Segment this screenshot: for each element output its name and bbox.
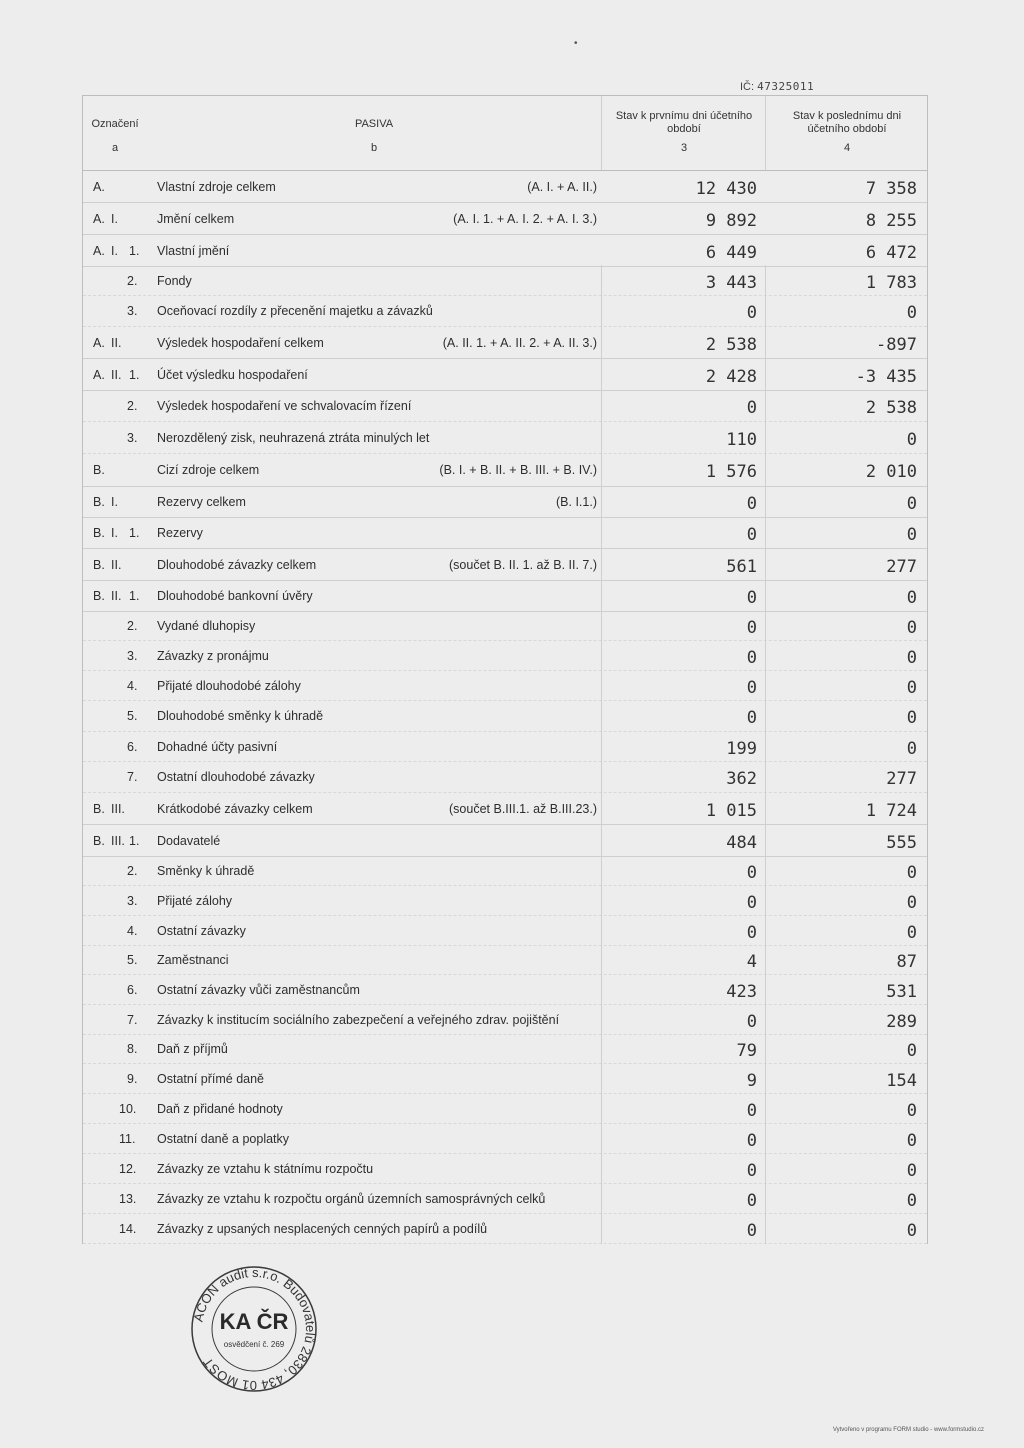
row-value-last: 531	[886, 981, 917, 1002]
row-value-last: 0	[906, 494, 917, 514]
row-value-prev: 12 430	[695, 178, 757, 199]
row-mark-level3: 5.	[127, 953, 138, 967]
stamp-ring-text: ACON audit s.r.o. Budovatelů 2830, 434 01 MOST	[190, 1265, 318, 1393]
row-value-last: 0	[906, 1160, 917, 1181]
header-prev	[601, 96, 766, 170]
row-formula: (B. I.1.)	[556, 495, 597, 509]
row-mark-level2: II.	[111, 557, 122, 572]
table-row	[83, 886, 927, 916]
row-mark-level3: 7.	[127, 770, 138, 784]
row-mark-level3: 4.	[127, 678, 138, 693]
row-mark-level1: B.	[93, 557, 105, 572]
table-row	[83, 671, 927, 701]
row-name: Vydané dluhopisy	[157, 619, 256, 633]
row-formula: (A. I. + A. II.)	[527, 179, 597, 194]
row-mark-level3: 8.	[127, 1042, 138, 1056]
table-row	[83, 327, 927, 359]
header-last	[765, 96, 928, 170]
row-name: Cizí zdroje celkem	[157, 463, 260, 477]
table-row	[83, 391, 927, 422]
row-name: Závazky ze vztahu k státnímu rozpočtu	[157, 1161, 374, 1176]
row-value-last: 2 010	[865, 462, 917, 482]
row-mark-level3: 3.	[127, 304, 138, 318]
table-row	[83, 641, 927, 671]
row-value-last: 87	[896, 952, 917, 972]
row-formula: (A. I. 1. + A. I. 2. + A. I. 3.)	[453, 211, 597, 226]
row-mark-level3: 2.	[127, 274, 138, 288]
row-value-last: 0	[906, 1190, 917, 1211]
row-name: Dodavatelé	[157, 833, 221, 848]
row-value-prev: 0	[746, 677, 757, 698]
row-name: Rezervy	[157, 526, 203, 540]
row-value-prev: 561	[726, 556, 757, 577]
row-mark-level2: II.	[111, 335, 122, 350]
table-row	[83, 916, 927, 946]
stamp-cert: osvědčení č. 269	[223, 1340, 285, 1349]
stamp-center: KA ČR	[219, 1309, 289, 1334]
row-name: Ostatní dlouhodobé závazky	[157, 770, 315, 784]
row-value-last: 0	[906, 677, 917, 698]
row-value-last: 0	[906, 647, 917, 668]
row-value-prev: 0	[746, 618, 757, 638]
table-header	[83, 96, 927, 171]
row-value-last: 0	[906, 708, 917, 728]
row-name: Výsledek hospodaření celkem	[157, 335, 324, 350]
row-value-prev: 0	[746, 1100, 757, 1121]
header-name-label: PASIVA	[354, 118, 394, 130]
row-mark-level3: 1.	[129, 243, 140, 258]
table-row	[83, 1214, 927, 1244]
row-name: Účet výsledku hospodaření	[157, 367, 308, 382]
auditor-stamp	[190, 1265, 318, 1393]
row-name: Daň z příjmů	[157, 1042, 228, 1056]
row-mark-level3: 1.	[129, 367, 140, 382]
row-mark-level3: 4.	[127, 923, 138, 938]
row-value-last: 8 255	[865, 210, 917, 231]
table-row	[83, 235, 927, 267]
table-row	[83, 171, 927, 203]
row-mark-level3: 2.	[127, 399, 138, 413]
row-value-last: 6 472	[865, 242, 917, 263]
row-value-prev: 0	[746, 1220, 757, 1241]
row-name: Ostatní daně a poplatky	[157, 1131, 290, 1146]
row-value-prev: 110	[726, 429, 757, 450]
ic-label	[740, 80, 814, 93]
row-name: Dlouhodobé směnky k úhradě	[157, 709, 324, 723]
row-mark-level1: B.	[93, 833, 105, 848]
table-row	[83, 1094, 927, 1124]
table-row	[83, 825, 927, 857]
row-value-prev: 199	[726, 738, 757, 759]
row-name: Směnky k úhradě	[157, 864, 255, 878]
row-value-last: 0	[906, 1220, 917, 1241]
row-value-prev: 0	[746, 303, 757, 323]
row-mark-level2: I.	[111, 495, 118, 509]
row-value-last: -897	[876, 334, 917, 355]
row-name: Krátkodobé závazky celkem	[157, 801, 313, 816]
row-mark-level3: 3.	[127, 648, 138, 663]
row-value-last: -3 435	[855, 366, 917, 387]
row-mark-level3: 1.	[129, 833, 140, 848]
row-value-prev: 0	[746, 1160, 757, 1181]
row-mark-level3: 12.	[119, 1161, 137, 1176]
table-row	[83, 1064, 927, 1094]
row-mark-level3: 3.	[127, 893, 138, 908]
row-name: Zaměstnanci	[157, 953, 229, 967]
row-value-prev: 0	[746, 892, 757, 913]
row-mark-level3: 2.	[127, 864, 138, 878]
row-value-prev: 0	[746, 525, 757, 545]
row-mark-level2: III.	[111, 833, 125, 848]
row-name: Vlastní zdroje celkem	[157, 179, 276, 194]
row-mark-level3: 14.	[119, 1221, 137, 1236]
row-value-prev: 0	[746, 1190, 757, 1211]
table-row	[83, 359, 927, 391]
row-formula: (A. II. 1. + A. II. 2. + A. II. 3.)	[442, 335, 597, 350]
row-value-prev: 9	[746, 1070, 757, 1091]
row-value-last: 2 538	[865, 398, 917, 418]
table-row	[83, 975, 927, 1005]
row-value-prev: 362	[726, 769, 757, 789]
row-value-prev: 3 443	[705, 273, 757, 293]
row-formula: (součet B. II. 1. až B. II. 7.)	[449, 557, 597, 572]
row-name: Nerozdělený zisk, neuhrazená ztráta minulých let	[157, 430, 430, 445]
row-value-last: 0	[906, 1130, 917, 1151]
row-mark-level1: B.	[93, 495, 105, 509]
row-mark-level2: II.	[111, 367, 122, 382]
row-name: Fondy	[157, 274, 192, 288]
table-row	[83, 946, 927, 975]
table-row	[83, 1005, 927, 1035]
table-row	[83, 454, 927, 487]
table-row	[83, 857, 927, 886]
row-mark-level3: 6.	[127, 739, 138, 754]
row-value-last: 555	[886, 832, 917, 853]
header-last-label: Stav k poslednímu dni účetního období	[792, 110, 902, 135]
row-name: Dlouhodobé bankovní úvěry	[157, 589, 313, 603]
table-row	[83, 1035, 927, 1064]
table-row	[83, 422, 927, 454]
row-name: Daň z přidané hodnoty	[157, 1101, 283, 1116]
row-mark-level2: I.	[111, 526, 118, 540]
header-mark-label: Označení	[91, 118, 139, 130]
row-name: Výsledek hospodaření ve schvalovacím řízení	[157, 399, 412, 413]
row-value-prev: 2 428	[705, 366, 757, 387]
row-value-last: 0	[906, 1100, 917, 1121]
row-value-last: 0	[906, 303, 917, 323]
row-mark-level1: A.	[93, 367, 105, 382]
row-name: Ostatní přímé daně	[157, 1071, 265, 1086]
row-value-last: 1 783	[865, 273, 917, 293]
row-mark-level1: B.	[93, 463, 105, 477]
row-value-last: 7 358	[865, 178, 917, 199]
row-mark-level1: B.	[93, 589, 105, 603]
row-mark-level3: 1.	[129, 589, 140, 603]
table-row	[83, 793, 927, 825]
row-value-prev: 9 892	[705, 210, 757, 231]
row-value-last: 0	[906, 1041, 917, 1061]
row-mark-level1: A.	[93, 243, 105, 258]
row-mark-level3: 1.	[129, 526, 140, 540]
row-value-prev: 0	[746, 863, 757, 883]
row-mark-level3: 13.	[119, 1191, 137, 1206]
row-name: Závazky ze vztahu k rozpočtu orgánů územních samosprávných celků	[157, 1191, 546, 1206]
row-formula: (B. I. + B. II. + B. III. + B. IV.)	[439, 463, 597, 477]
row-mark-level3: 3.	[127, 430, 138, 445]
row-name: Vlastní jmění	[157, 243, 230, 258]
balance-sheet-table	[82, 95, 928, 1244]
row-name: Oceňovací rozdíly z přecenění majetku a závazků	[157, 304, 433, 318]
row-value-prev: 0	[746, 588, 757, 608]
header-last-sub: 4	[843, 142, 851, 154]
row-name: Dlouhodobé závazky celkem	[157, 557, 317, 572]
column-divider	[601, 265, 602, 1244]
table-row	[83, 1184, 927, 1214]
row-value-prev: 2 538	[705, 334, 757, 355]
row-mark-level3: 2.	[127, 619, 138, 633]
header-prev-label: Stav k prvnímu dni účetního období	[615, 110, 753, 135]
ic-value: 47325011	[757, 80, 815, 93]
row-value-prev: 0	[746, 494, 757, 514]
header-mark	[83, 96, 147, 170]
row-mark-level1: A.	[93, 179, 105, 194]
row-value-last: 0	[906, 738, 917, 759]
row-value-last: 0	[906, 863, 917, 883]
row-value-prev: 0	[746, 398, 757, 418]
row-name: Ostatní závazky vůči zaměstnancům	[157, 982, 360, 997]
row-value-last: 0	[906, 588, 917, 608]
row-mark-level3: 9.	[127, 1071, 138, 1086]
row-name: Jmění celkem	[157, 211, 235, 226]
row-value-last: 0	[906, 429, 917, 450]
row-value-prev: 0	[746, 922, 757, 943]
row-value-prev: 4	[746, 952, 757, 972]
row-mark-level3: 6.	[127, 982, 138, 997]
row-name: Rezervy celkem	[157, 495, 246, 509]
row-name: Závazky z upsaných nesplacených cenných papírů a podílů	[157, 1221, 488, 1236]
row-value-prev: 484	[726, 832, 757, 853]
header-name	[147, 96, 601, 170]
row-value-prev: 79	[736, 1041, 757, 1061]
row-name: Závazky z pronájmu	[157, 648, 269, 663]
row-name: Přijaté dlouhodobé zálohy	[157, 678, 301, 693]
row-name: Přijaté zálohy	[157, 893, 233, 908]
row-formula: (součet B.III.1. až B.III.23.)	[449, 801, 597, 816]
row-name: Závazky k institucím sociálního zabezpečení a veřejného zdrav. pojištění	[157, 1012, 560, 1027]
row-mark-level1: A.	[93, 335, 105, 350]
row-mark-level3: 10.	[119, 1101, 137, 1116]
table-row	[83, 267, 927, 296]
row-value-prev: 0	[746, 1130, 757, 1151]
row-value-prev: 0	[746, 1011, 757, 1032]
row-mark-level2: I.	[111, 211, 118, 226]
row-value-last: 0	[906, 922, 917, 943]
table-row	[83, 518, 927, 549]
scan-speck: •	[574, 38, 578, 49]
table-row	[83, 701, 927, 732]
row-value-last: 0	[906, 525, 917, 545]
row-mark-level1: A.	[93, 211, 105, 226]
row-value-prev: 1 576	[705, 462, 757, 482]
column-divider	[765, 265, 766, 1244]
header-mark-sub: a	[111, 142, 119, 154]
row-value-prev: 6 449	[705, 242, 757, 263]
table-row	[83, 549, 927, 581]
table-row	[83, 612, 927, 641]
table-row	[83, 762, 927, 793]
table-row	[83, 296, 927, 327]
row-value-last: 289	[886, 1011, 917, 1032]
row-value-last: 277	[886, 556, 917, 577]
row-value-last: 154	[886, 1070, 917, 1091]
row-value-prev: 0	[746, 647, 757, 668]
row-mark-level3: 11.	[119, 1131, 136, 1146]
table-row	[83, 487, 927, 518]
table-row	[83, 1154, 927, 1184]
row-mark-level1: B.	[93, 526, 105, 540]
row-mark-level1: B.	[93, 801, 105, 816]
row-mark-level2: III.	[111, 801, 125, 816]
row-name: Dohadné účty pasivní	[157, 739, 278, 754]
row-name: Ostatní závazky	[157, 923, 246, 938]
row-value-last: 0	[906, 618, 917, 638]
footer-credit: Vytvořeno v programu FORM studio - www.formstudio.cz	[832, 1427, 984, 1433]
table-row	[83, 1124, 927, 1154]
header-name-sub: b	[370, 142, 378, 154]
row-value-prev: 423	[726, 981, 757, 1002]
row-value-last: 0	[906, 892, 917, 913]
row-value-prev: 0	[746, 708, 757, 728]
table-body	[83, 171, 927, 1244]
ic-caption: IČ:	[740, 81, 755, 93]
header-prev-sub: 3	[680, 142, 688, 154]
row-value-last: 277	[886, 769, 917, 789]
table-row	[83, 581, 927, 612]
row-value-prev: 1 015	[705, 800, 757, 821]
row-mark-level2: II.	[111, 589, 122, 603]
table-row	[83, 732, 927, 762]
row-mark-level3: 5.	[127, 709, 138, 723]
row-mark-level2: I.	[111, 243, 118, 258]
row-value-last: 1 724	[865, 800, 917, 821]
row-mark-level3: 7.	[127, 1012, 138, 1027]
table-row	[83, 203, 927, 235]
